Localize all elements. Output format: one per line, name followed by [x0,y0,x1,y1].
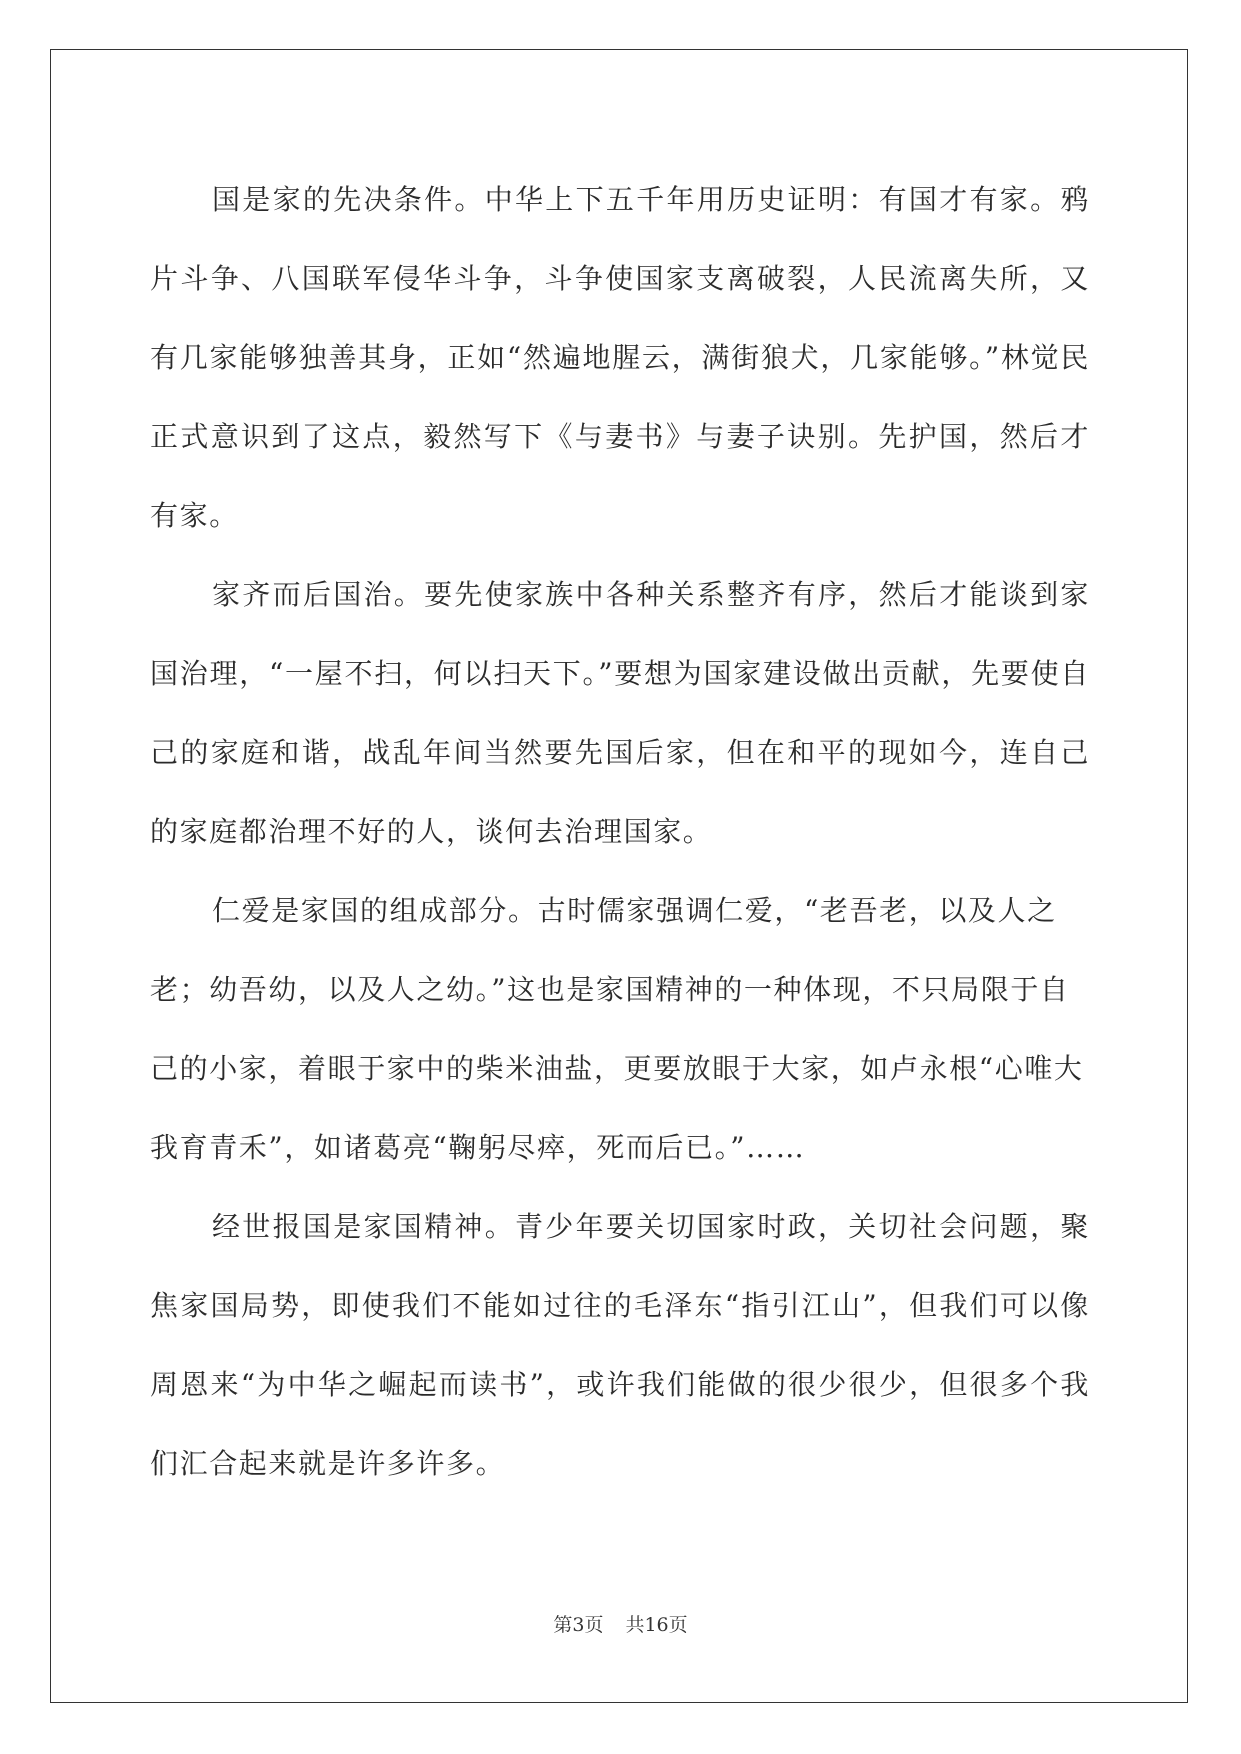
page-number: 第3页 [553,1614,604,1636]
paragraph-4: 经世报国是家国精神。青少年要关切国家时政，关切社会问题，聚焦家国局势，即使我们不能如过往的毛泽东“指引江山”，但我们可以像周恩来“为中华之崛起而读书”，或许我们能做的很少很少，但很多个我们汇合起来就是许多许多。 [150,1210,1090,1480]
page-total: 共16页 [625,1614,688,1636]
document-body [150,160,1090,1503]
paragraph-1: 国是家的先决条件。中华上下五千年用历史证明：有国才有家。鸦片斗争、八国联军侵华斗争，斗争使国家支离破裂，人民流离失所，又有几家能够独善其身，正如“然遍地腥云，满街狼犬，几家能够。”林觉民正式意识到了这点，毅然写下《与妻书》与妻子诀别。先护国，然后才有家。 [150,183,1090,532]
paragraph-3: 仁爱是家国的组成部分。古时儒家强调仁爱，“老吾老，以及人之老；幼吾幼，以及人之幼。”这也是家国精神的一种体现，不只局限于自己的小家，着眼于家中的柴米油盐，更要放眼于大家，如卢永根“心唯大我育青禾”，如诸葛亮“鞠躬尽瘁，死而后已。”…… [150,894,1084,1164]
paragraph-2: 家齐而后国治。要先使家族中各种关系整齐有序，然后才能谈到家国治理，“一屋不扫，何以扫天下。”要想为国家建设做出贡献，先要使自己的家庭和谐，战乱年间当然要先国后家，但在和平的现如今，连自己的家庭都治理不好的人，谈何去治理国家。 [150,578,1090,848]
page-footer [0,1610,1241,1637]
